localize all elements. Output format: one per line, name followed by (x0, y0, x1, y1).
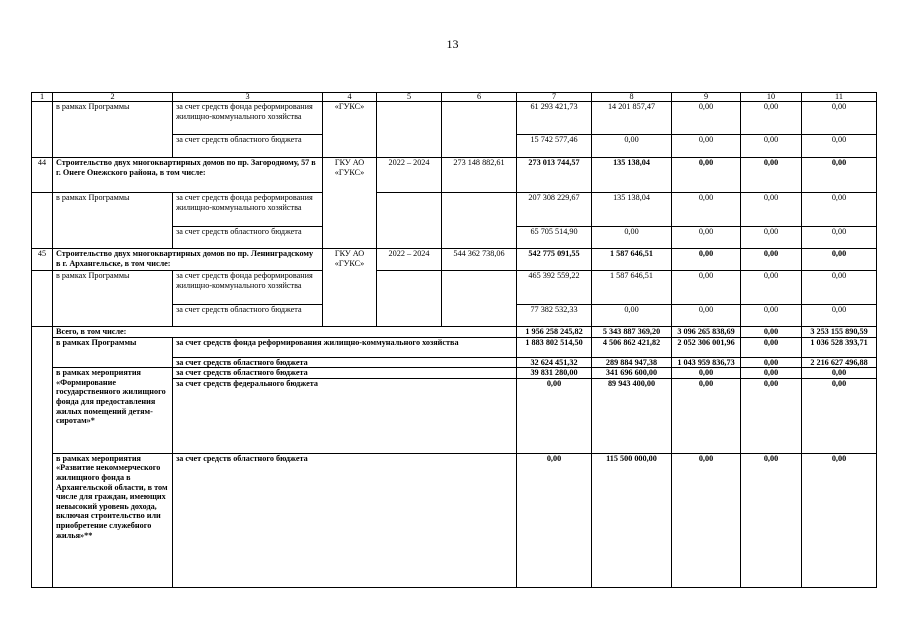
cell-amount: 207 308 229,67 (517, 193, 592, 227)
cell-estimate: 273 148 882,61 (442, 158, 517, 193)
cell-amount: 0,00 (672, 378, 741, 453)
cell-amount: 0,00 (741, 102, 802, 135)
cell-amount: 135 138,04 (592, 158, 672, 193)
cell-amount: 0,00 (741, 368, 802, 379)
total-row (32, 327, 877, 338)
cell-amount: 115 500 000,00 (592, 453, 672, 587)
cell-amount: 0,00 (741, 305, 802, 327)
cell-source: за счет средств областного бюджета (173, 357, 517, 368)
cell-amount: 65 705 514,90 (517, 227, 592, 249)
cell-period: 2022 – 2024 (377, 249, 442, 271)
cell-within-program: в рамках Программы (53, 193, 173, 249)
cell-amount: 0,00 (741, 227, 802, 249)
cell-within-program: в рамках Программы (53, 337, 173, 368)
cell-amount: 2 216 627 496,88 (802, 357, 877, 368)
cell-amount: 1 043 959 836,73 (672, 357, 741, 368)
table-row (32, 368, 877, 379)
program-table (31, 92, 877, 588)
cell-amount: 0,00 (802, 227, 877, 249)
cell-item-title: Строительство двух многоквартирных домов по пр. Ленинградскому в г. Архангельске, в том числе: (53, 249, 323, 271)
cell-measure: в рамках мероприятия «Развитие некоммерческого жилищного фонда в Архангельской области, в том числе для граждан, имеющих невысокий уровень дохода, включая строительство или приобретение служебного жилья»** (53, 453, 173, 587)
table-row (32, 453, 877, 587)
column-numbers-row (32, 93, 877, 102)
cell-amount: 0,00 (672, 249, 741, 271)
cell-source: за счет средств федерального бюджета (173, 378, 517, 453)
cell-source: за счет средств фонда реформирования жилищно-коммунального хозяйства (173, 337, 517, 357)
cell-amount: 0,00 (802, 378, 877, 453)
cell-amount: 341 696 600,00 (592, 368, 672, 379)
cell-amount: 0,00 (672, 193, 741, 227)
header-cell: 1 (32, 93, 53, 102)
cell-amount: 273 013 744,57 (517, 158, 592, 193)
cell-source: за счет средств областного бюджета (173, 135, 323, 158)
cell-amount: 0,00 (802, 368, 877, 379)
cell-amount: 0,00 (741, 378, 802, 453)
cell-item-title: Строительство двух многоквартирных домов по пр. Загородному, 57 в г. Онеге Онежского района, в том числе: (53, 158, 323, 193)
table-row (32, 249, 877, 271)
header-cell: 6 (442, 93, 517, 102)
table-row (32, 193, 877, 227)
header-cell: 10 (741, 93, 802, 102)
table-row (32, 102, 877, 135)
cell-executor: ГКУ АО «ГУКС» (323, 158, 377, 249)
cell-source: за счет средств областного бюджета (173, 368, 517, 379)
cell-amount: 0,00 (802, 305, 877, 327)
cell-amount: 0,00 (741, 193, 802, 227)
cell-source: за счет средств фонда реформирования жилищно-коммунального хозяйства (173, 193, 323, 227)
cell-amount: 1 883 802 514,50 (517, 337, 592, 357)
page-number: 13 (446, 37, 459, 51)
cell-amount: 0,00 (592, 305, 672, 327)
cell-amount: 0,00 (802, 193, 877, 227)
header-cell: 9 (672, 93, 741, 102)
header-cell: 7 (517, 93, 592, 102)
cell-amount: 0,00 (741, 357, 802, 368)
cell-amount: 0,00 (741, 327, 802, 338)
cell-amount: 32 624 451,32 (517, 357, 592, 368)
cell-amount: 39 831 280,00 (517, 368, 592, 379)
header-cell: 5 (377, 93, 442, 102)
cell-amount: 0,00 (802, 249, 877, 271)
cell-amount: 542 775 091,55 (517, 249, 592, 271)
cell-amount: 0,00 (741, 271, 802, 305)
table-row (32, 337, 877, 357)
cell-amount: 0,00 (741, 337, 802, 357)
cell-amount: 14 201 857,47 (592, 102, 672, 135)
cell-amount: 1 587 646,51 (592, 249, 672, 271)
cell-executor: «ГУКС» (323, 102, 377, 158)
cell-amount: 0,00 (672, 271, 741, 305)
cell-amount: 0,00 (741, 453, 802, 587)
cell-amount: 1 956 258 245,82 (517, 327, 592, 338)
header-cell: 8 (592, 93, 672, 102)
cell-amount: 5 343 887 369,20 (592, 327, 672, 338)
cell-amount: 0,00 (802, 453, 877, 587)
cell-amount: 1 036 528 393,71 (802, 337, 877, 357)
cell-amount: 2 052 306 001,96 (672, 337, 741, 357)
table-row (32, 158, 877, 193)
cell-amount: 0,00 (802, 102, 877, 135)
cell-amount: 0,00 (672, 368, 741, 379)
header-cell: 11 (802, 93, 877, 102)
cell-period: 2022 – 2024 (377, 158, 442, 193)
cell-amount: 0,00 (517, 453, 592, 587)
cell-source: за счет средств областного бюджета (173, 227, 323, 249)
cell-estimate: 544 362 738,06 (442, 249, 517, 271)
cell-amount: 0,00 (802, 135, 877, 158)
cell-amount: 3 096 265 838,69 (672, 327, 741, 338)
cell-amount: 0,00 (672, 135, 741, 158)
cell-amount: 89 943 400,00 (592, 378, 672, 453)
header-cell: 4 (323, 93, 377, 102)
table-row (32, 271, 877, 305)
header-cell: 2 (53, 93, 173, 102)
cell-amount: 77 382 532,33 (517, 305, 592, 327)
cell-measure: в рамках мероприятия «Формирование государственного жилищного фонда для предоставления жилых помещений детям-сиротам»* (53, 368, 173, 454)
cell-amount: 61 293 421,73 (517, 102, 592, 135)
header-cell: 3 (173, 93, 323, 102)
cell-amount: 0,00 (672, 305, 741, 327)
cell-source: за счет средств областного бюджета (173, 305, 323, 327)
cell-amount: 0,00 (741, 158, 802, 193)
cell-source: за счет средств фонда реформирования жилищно-коммунального хозяйства (173, 102, 323, 135)
cell-source: за счет средств фонда реформирования жилищно-коммунального хозяйства (173, 271, 323, 305)
cell-executor: ГКУ АО «ГУКС» (323, 249, 377, 327)
cell-source: за счет средств областного бюджета (173, 453, 517, 587)
cell-amount: 0,00 (592, 135, 672, 158)
total-label: Всего, в том числе: (53, 327, 517, 338)
cell-amount: 0,00 (672, 453, 741, 587)
cell-amount: 3 253 155 890,59 (802, 327, 877, 338)
cell-amount: 0,00 (592, 227, 672, 249)
cell-amount: 0,00 (741, 249, 802, 271)
cell-item-number: 44 (32, 158, 53, 193)
cell-amount: 15 742 577,46 (517, 135, 592, 158)
cell-amount: 4 506 862 421,82 (592, 337, 672, 357)
cell-amount: 465 392 559,22 (517, 271, 592, 305)
cell-within-program: в рамках Программы (53, 102, 173, 158)
cell-amount: 0,00 (672, 102, 741, 135)
cell-within-program: в рамках Программы (53, 271, 173, 327)
cell-amount: 0,00 (672, 227, 741, 249)
cell-amount: 0,00 (802, 158, 877, 193)
cell-amount: 1 587 646,51 (592, 271, 672, 305)
cell-amount: 0,00 (741, 135, 802, 158)
cell-amount: 0,00 (517, 378, 592, 453)
cell-amount: 0,00 (802, 271, 877, 305)
cell-amount: 289 884 947,38 (592, 357, 672, 368)
cell-amount: 135 138,04 (592, 193, 672, 227)
cell-amount: 0,00 (672, 158, 741, 193)
cell-item-number: 45 (32, 249, 53, 271)
